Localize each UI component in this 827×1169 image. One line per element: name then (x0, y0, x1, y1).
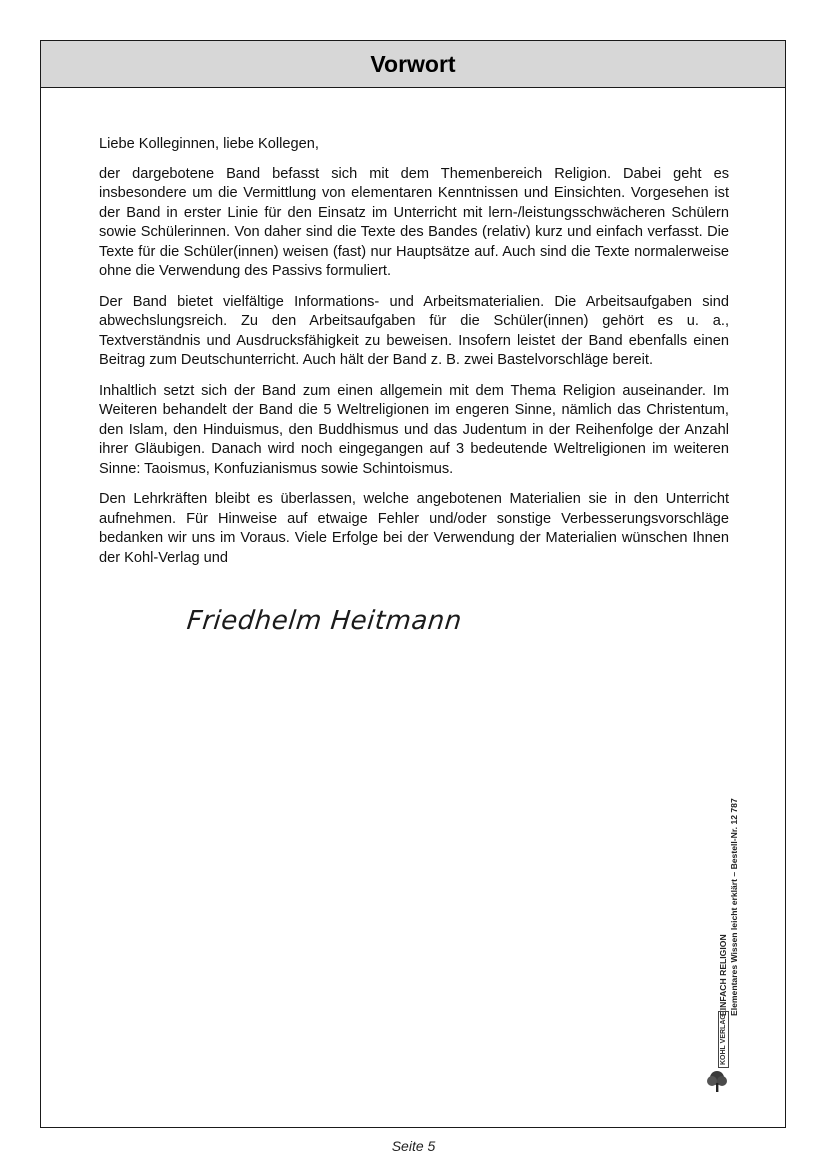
page-title: Vorwort (370, 50, 456, 77)
signature: Friedhelm Heitmann (185, 606, 464, 636)
body-text (99, 135, 729, 579)
paragraph-3: Inhaltlich setzt sich der Band zum einen allgemein mit dem Thema Religion auseinander. Im Weiteren behandelt der Band die 5 Weltreligionen im engeren Sinne, nämlich das Christentum, den Islam, den Hinduismus, den Buddhismus und das Judentum in der Reihenfolge der Anzahl ihrer Gläubigen. Danach wird noch eingegangen auf 3 bedeutende Weltreligionen im weiteren Sinne: Taoismus, Konfuzianismus sowie Schintoismus. (99, 382, 729, 477)
greeting: Liebe Kolleginnen, liebe Kollegen, (99, 136, 319, 152)
side-credit (712, 720, 752, 1020)
publisher-logo-text: KOHL VERLAG (718, 1011, 729, 1068)
series-subtitle-order-number: Elementares Wissen leicht erklärt – Bestell-Nr. 12 787 (729, 798, 739, 1016)
tree-icon (706, 1070, 728, 1092)
series-title: EINFACH RELIGION (718, 934, 728, 1016)
publisher-logo (704, 1014, 744, 1092)
paragraph-1: der dargebotene Band befasst sich mit dem Themenbereich Religion. Dabei geht es insbesondere um die Vermittlung von elementaren Kenntnissen und Einsichten. Vorgesehen ist der Band in erster Linie für den Einsatz im Unterricht mit lern-/leistungsschwächeren Schülern sowie Schülerinnen. Von daher sind die Texte des Bandes (relativ) kurz und einfach verfasst. Die Texte für die Schüler(innen) weisen (fast) nur Hauptsätze auf. Auch sind die Texte normalerweise ohne die Verwendung des Passivs formuliert. (99, 165, 729, 279)
paragraph-2: Der Band bietet vielfältige Informations- und Arbeitsmaterialien. Die Arbeitsaufgaben sind abwechslungsreich. Zu den Arbeitsaufgaben für die Schüler(innen) gehört es u. a., Textverständnis und Ausdrucksfähigkeit zu beweisen. Insofern leistet der Band ebenfalls einen Beitrag zum Deutschunterricht. Auch hält der Band z. B. zwei Bastelvorschläge bereit. (99, 293, 729, 368)
page-number: Seite 5 (391, 1138, 436, 1154)
page-frame (40, 40, 786, 1128)
paragraph-4: Den Lehrkräften bleibt es überlassen, welche angebotenen Materialien sie in den Unterricht aufnehmen. Für Hinweise auf etwaige Fehler und/oder sonstige Verbesserungsvorschläge bedanken wir uns im Voraus. Viele Erfolge bei der Verwendung der Materialien wünschen Ihnen der Kohl-Verlag und (99, 491, 729, 566)
title-bar (41, 41, 785, 88)
